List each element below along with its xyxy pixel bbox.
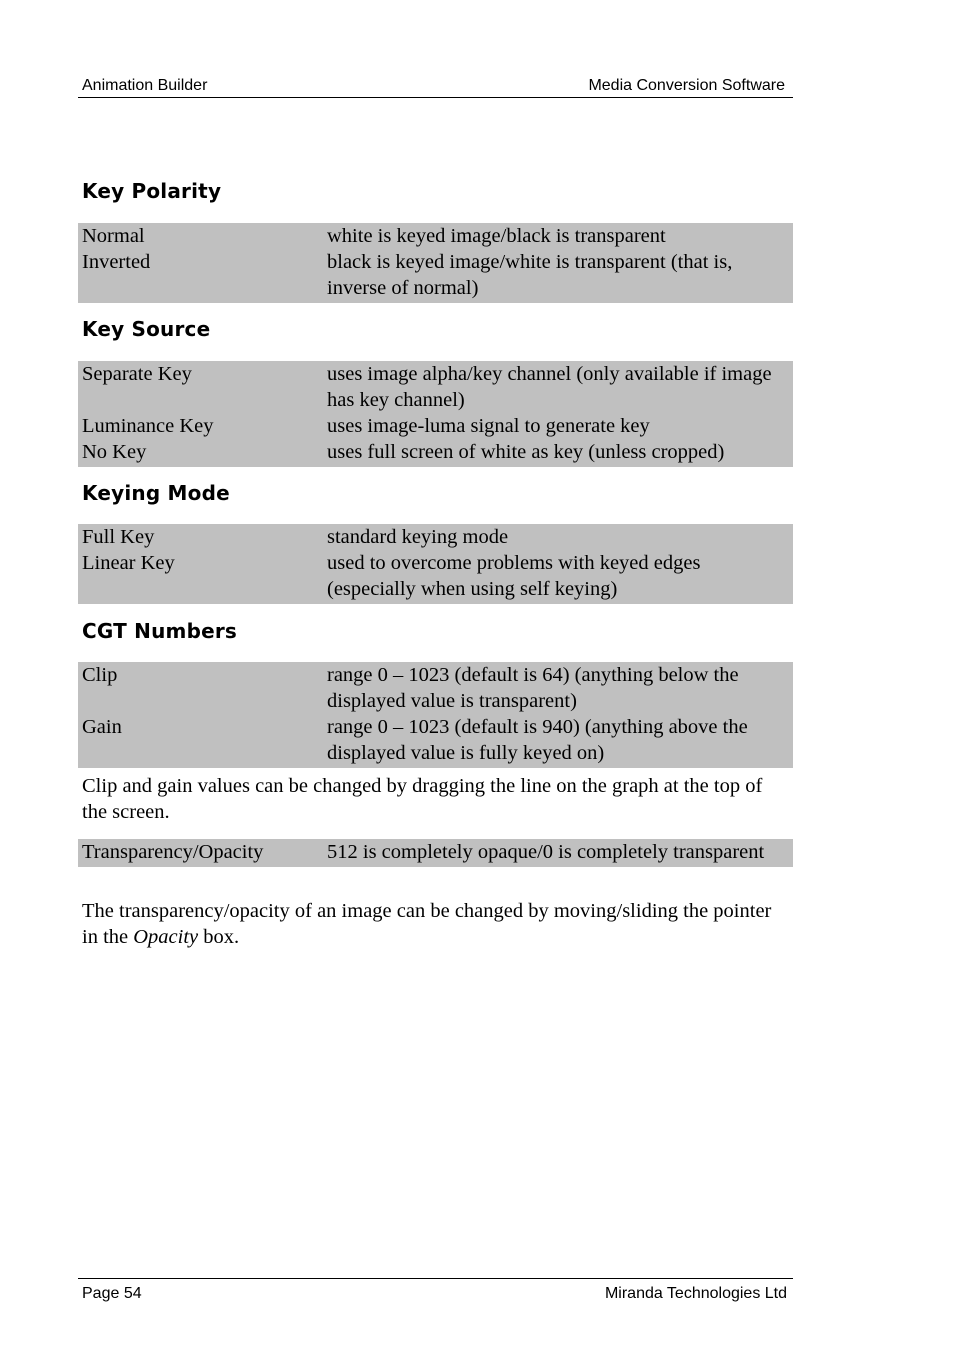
definition-description: black is keyed image/white is transparent (that is, inverse of normal): [327, 251, 733, 299]
definition-description: standard keying mode: [327, 526, 509, 548]
cgt-numbers-table: [78, 662, 793, 768]
key-source-table: [78, 361, 793, 467]
definition-term: Luminance Key: [82, 415, 214, 437]
clip-gain-note: Clip and gain values can be changed by dragging the line on the graph at the top of the screen.: [82, 775, 763, 823]
header-left-title: Animation Builder: [82, 77, 208, 94]
definition-term: No Key: [82, 441, 147, 463]
key-polarity-table: [78, 223, 793, 303]
definition-row: [78, 413, 793, 439]
definition-row: [78, 714, 793, 766]
transparency-note-text: The transparency/opacity of an image can be changed by moving/sliding the pointer in the: [82, 900, 772, 948]
keying-mode-table: [78, 524, 793, 604]
keying-mode-heading: Keying Mode: [82, 481, 230, 505]
definition-description: range 0 – 1023 (default is 940) (anything above the displayed value is fully keyed on): [327, 716, 748, 764]
transparency-note: [82, 898, 787, 950]
key-source-heading: Key Source: [82, 317, 211, 341]
definition-row: [78, 439, 793, 465]
definition-term: Separate Key: [82, 363, 192, 385]
definition-row: [78, 223, 793, 249]
definition-term: Clip: [82, 664, 118, 686]
transparency-table: [78, 839, 793, 867]
definition-row: [78, 361, 793, 413]
definition-row: [78, 662, 793, 714]
definition-description: range 0 – 1023 (default is 64) (anything below the displayed value is transparent): [327, 664, 739, 712]
definition-row: [78, 550, 793, 602]
definition-description: used to overcome problems with keyed edges (especially when using self keying): [327, 552, 701, 600]
definition-term: Linear Key: [82, 552, 175, 574]
definition-description: uses image-luma signal to generate key: [327, 415, 650, 437]
key-polarity-heading: Key Polarity: [82, 179, 222, 203]
page-number: Page 54: [82, 1285, 142, 1302]
definition-term: Full Key: [82, 526, 155, 548]
header-right-title: Media Conversion Software: [588, 77, 785, 94]
page-footer: [78, 1278, 793, 1309]
definition-row: [78, 524, 793, 550]
definition-term: Transparency/Opacity: [82, 841, 264, 863]
definition-term: Normal: [82, 225, 145, 247]
definition-description: 512 is completely opaque/0 is completely transparent: [327, 841, 765, 863]
opacity-term: Opacity: [133, 926, 199, 948]
definition-description: uses image alpha/key channel (only available if image has key channel): [327, 363, 772, 411]
definition-description: uses full screen of white as key (unless cropped): [327, 441, 725, 463]
definition-term: Inverted: [82, 251, 151, 273]
definition-row: [78, 249, 793, 301]
definition-term: Gain: [82, 716, 122, 738]
company-name: Miranda Technologies Ltd: [604, 1285, 787, 1302]
cgt-numbers-heading: CGT Numbers: [82, 619, 238, 643]
transparency-note-end: box.: [198, 926, 240, 948]
definition-description: white is keyed image/black is transparent: [327, 225, 666, 247]
definition-row: [78, 839, 793, 865]
page-header: [78, 75, 793, 98]
